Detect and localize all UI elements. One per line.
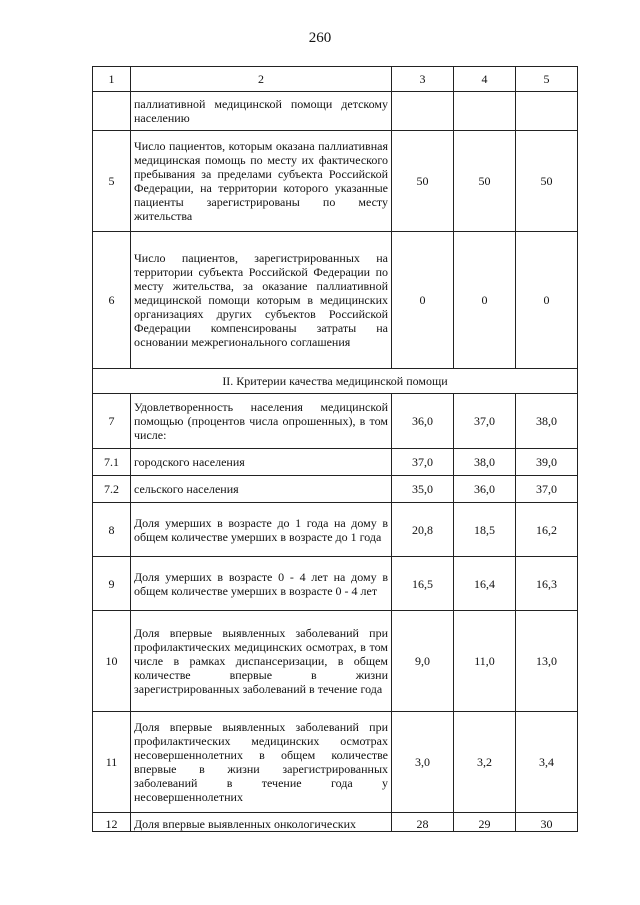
table-row <box>93 394 578 449</box>
value-col-4: 37,0 <box>454 394 516 449</box>
row-number: 8 <box>93 503 131 557</box>
table-row <box>93 92 578 131</box>
value-col-3: 28 <box>392 813 454 832</box>
row-indicator: Доля впервые выявленных заболеваний при профилактических медицинских осмотрах, в том числе в рамках диспансеризации, в общем количестве впервые в жизни зарегистрированных заболеваний в течение года <box>131 611 392 712</box>
row-indicator: Число пациентов, зарегистрированных на территории субъекта Российской Федерации по месту жительства, за оказание паллиативной медицинской помощи которым в медицинских организациях других субъектов Российской Федерации компенсированы затраты на основании межрегионального соглашения <box>131 232 392 369</box>
section-title: II. Критерии качества медицинской помощи <box>93 369 578 394</box>
value-col-3: 0 <box>392 232 454 369</box>
row-indicator: Удовлетворенность населения медицинской помощью (процентов числа опрошенных), в том числе: <box>131 394 392 449</box>
value-col-5 <box>516 92 578 131</box>
column-header: 3 <box>392 67 454 92</box>
value-col-5: 16,2 <box>516 503 578 557</box>
table-row <box>93 712 578 813</box>
row-indicator: Доля впервые выявленных онкологических <box>131 813 392 832</box>
value-col-4 <box>454 92 516 131</box>
row-indicator: городского населения <box>131 449 392 476</box>
value-col-4: 36,0 <box>454 476 516 503</box>
value-col-4: 50 <box>454 131 516 232</box>
row-number: 10 <box>93 611 131 712</box>
value-col-5: 30 <box>516 813 578 832</box>
value-col-4: 3,2 <box>454 712 516 813</box>
value-col-4: 0 <box>454 232 516 369</box>
value-col-5: 0 <box>516 232 578 369</box>
value-col-3: 36,0 <box>392 394 454 449</box>
row-number: 5 <box>93 131 131 232</box>
value-col-3: 37,0 <box>392 449 454 476</box>
value-col-4: 16,4 <box>454 557 516 611</box>
value-col-3: 3,0 <box>392 712 454 813</box>
table-row <box>93 131 578 232</box>
row-indicator: Доля умерших в возрасте 0 - 4 лет на дому в общем количестве умерших в возрасте 0 - 4 лет <box>131 557 392 611</box>
value-col-5: 13,0 <box>516 611 578 712</box>
column-header: 2 <box>131 67 392 92</box>
row-indicator: паллиативной медицинской помощи детскому населению <box>131 92 392 131</box>
value-col-3: 35,0 <box>392 476 454 503</box>
table-row <box>93 476 578 503</box>
row-number: 7.2 <box>93 476 131 503</box>
value-col-3 <box>392 92 454 131</box>
value-col-3: 16,5 <box>392 557 454 611</box>
table-row <box>93 232 578 369</box>
value-col-5: 50 <box>516 131 578 232</box>
table-row <box>93 503 578 557</box>
table-row <box>93 813 578 832</box>
row-number: 12 <box>93 813 131 832</box>
row-number <box>93 92 131 131</box>
row-indicator: Доля впервые выявленных заболеваний при профилактических медицинских осмотрах несовершеннолетних в общем количестве впервые в жизни зарегистрированных заболеваний в течение года у несовершеннолетних <box>131 712 392 813</box>
value-col-3: 50 <box>392 131 454 232</box>
value-col-5: 38,0 <box>516 394 578 449</box>
row-indicator: Доля умерших в возрасте до 1 года на дому в общем количестве умерших в возрасте до 1 года <box>131 503 392 557</box>
table-row <box>93 611 578 712</box>
value-col-5: 39,0 <box>516 449 578 476</box>
column-header: 5 <box>516 67 578 92</box>
value-col-3: 9,0 <box>392 611 454 712</box>
row-indicator: Число пациентов, которым оказана паллиативная медицинская помощь по месту их фактического пребывания за пределами субъекта Российской Федерации, на территории которого указанные пациенты зарегистрированы по месту жительства <box>131 131 392 232</box>
row-number: 7.1 <box>93 449 131 476</box>
value-col-4: 18,5 <box>454 503 516 557</box>
row-number: 6 <box>93 232 131 369</box>
row-indicator: сельского населения <box>131 476 392 503</box>
value-col-5: 16,3 <box>516 557 578 611</box>
row-number: 11 <box>93 712 131 813</box>
table-row <box>93 557 578 611</box>
table-row <box>93 449 578 476</box>
section-row <box>93 369 578 394</box>
row-number: 9 <box>93 557 131 611</box>
value-col-4: 11,0 <box>454 611 516 712</box>
column-header: 4 <box>454 67 516 92</box>
value-col-5: 37,0 <box>516 476 578 503</box>
value-col-4: 38,0 <box>454 449 516 476</box>
column-header: 1 <box>93 67 131 92</box>
value-col-3: 20,8 <box>392 503 454 557</box>
table-header-row <box>93 67 578 92</box>
criteria-table <box>92 66 578 832</box>
page-number: 260 <box>308 30 332 46</box>
value-col-5: 3,4 <box>516 712 578 813</box>
value-col-4: 29 <box>454 813 516 832</box>
row-number: 7 <box>93 394 131 449</box>
